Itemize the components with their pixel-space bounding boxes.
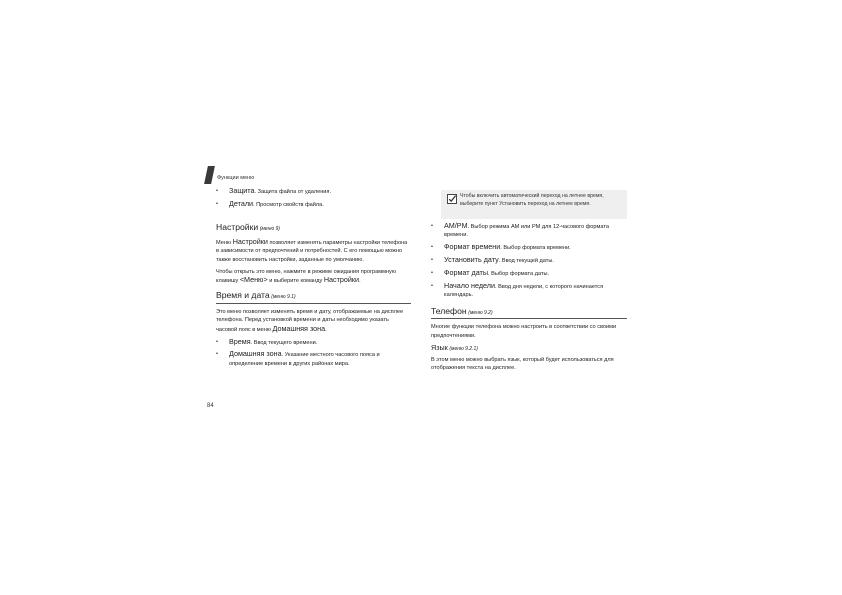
note-text [460,192,622,208]
text: . [325,326,327,333]
item-term: Установить дату [444,255,499,265]
item-term: Формат времени [444,242,501,252]
bullet-icon: • [216,338,218,345]
text: Это меню позволяет изменять время и дату, отображаемые на дисплее телефона. Перед установкой времени и даты необходимо указать часовой пояс в меню [216,308,404,333]
bullet-icon: • [216,351,218,358]
item-term: Начало недели [444,281,496,291]
list-item [431,256,627,265]
item-text: . Ввод дня недели, с которого начинается календарь. [444,284,604,299]
list-item [431,243,627,252]
text: Меню [216,239,233,246]
settings-paragraph [216,238,411,264]
section-header: Функции меню [217,175,255,181]
menu-ref: (меню 9) [259,226,280,233]
text: . [589,201,591,208]
menu-ref: (меню 9.1) [271,294,296,301]
list-item [431,282,627,300]
section-marker-icon [204,166,215,184]
heading-title: Настройки [216,222,259,233]
term: Домашняя зона [272,323,326,333]
bullet-icon: • [431,270,433,277]
bullet-icon: • [431,223,433,229]
softkey-label: <Меню> [239,274,268,284]
list-item [431,222,627,240]
language-heading [431,344,627,353]
bullet-icon: • [431,257,433,264]
text: Чтобы включить автоматический переход на летнее время, выберите пункт [460,193,604,208]
item-text: . Выбор режима AM или PM для 12-часового формата времени. [444,224,609,239]
text: и выберите команду [267,277,324,284]
phone-paragraph: Многие функции телефона можно настроить в соответствии со своими предпочтениями. [431,324,617,339]
list-item [431,269,627,278]
menu-ref: (меню 9.2.1) [449,345,478,352]
list-item [216,338,411,347]
bullet-icon: • [431,244,433,251]
note-box [441,190,627,219]
datetime-heading [216,291,411,303]
term: Установить переход на летнее время [499,201,590,208]
item-text: . Ввод текущей даты. [498,258,554,265]
item-text: . Выбор формата времени. [500,245,571,252]
item-term: Защита [229,186,255,195]
heading-title: Язык [431,342,448,352]
item-term: AM/PM [444,221,468,230]
item-term: Время [229,336,251,346]
page-number: 84 [207,403,214,409]
list-item [216,350,411,368]
datetime-paragraph [216,308,411,334]
item-term: Формат даты [444,268,489,278]
text: . [359,277,361,284]
item-text: . Защита файла от удаления. [254,189,332,195]
item-text: . Ввод текущего времени. [250,339,318,346]
settings-heading [216,223,411,233]
bullet-icon: • [216,200,218,207]
list-item [216,200,411,209]
item-text: . Просмотр свойств файла. [253,201,324,208]
heading-title: Время и дата [216,290,270,301]
menu-ref: (меню 9.2) [468,309,493,316]
item-term: Детали [229,198,254,208]
language-paragraph: В этом меню можно выбрать язык, который будет использоваться для отображения текста на дисплее. [431,357,614,372]
list-item [216,187,411,196]
item-text: . Указание местного часового пояса и определение времени в других районах мира. [229,352,380,367]
heading-title: Телефон [431,305,467,316]
bullet-icon: • [431,283,433,290]
term: Настройки [323,274,360,284]
right-column [431,222,627,376]
bullet-icon: • [216,188,218,194]
left-column [216,187,411,372]
checkbox-note-icon [447,194,457,204]
item-term: Домашняя зона [229,349,282,359]
phone-heading [431,307,627,319]
settings-instructions [216,268,411,286]
term: Настройки [232,236,268,246]
text: позволяет изменять параметры настройки телефона в зависимости от предпочтений и потребностей. С его помощью можно также восстановить настройки, заданные по умолчанию. [216,239,408,263]
item-text: . Выбор формата даты. [488,271,550,278]
text: Чтобы открыть это меню, нажмите в режиме ожидания программную клавишу [216,268,397,284]
